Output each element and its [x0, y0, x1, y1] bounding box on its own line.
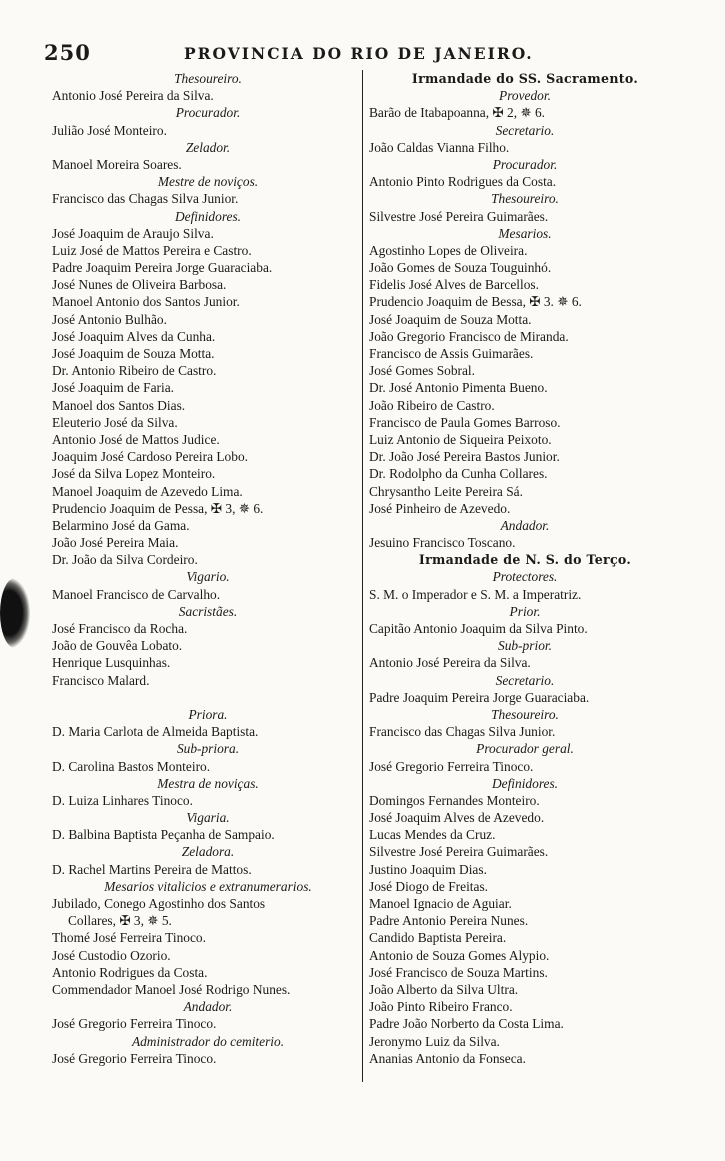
- member-name: Chrysantho Leite Pereira Sá.: [369, 483, 523, 499]
- brotherhood-heading: Irmandade do SS. Sacramento.: [411, 71, 639, 86]
- member-name: José Nunes de Oliveira Barbosa.: [52, 277, 227, 293]
- member-name: José Gregorio Ferreira Tinoco.: [369, 758, 534, 774]
- member-name: João Alberto da Silva Ultra.: [369, 981, 519, 997]
- member-name: Henrique Lusquinhas.: [52, 655, 171, 671]
- office-heading: Zeladora.: [181, 844, 235, 860]
- office-heading: Procurador.: [492, 156, 558, 172]
- member-name: João Ribeiro de Castro.: [369, 397, 495, 413]
- member-name: José Custodio Ozorio.: [52, 947, 171, 963]
- member-name: Jesuino Francisco Toscano.: [369, 535, 516, 551]
- office-heading: Protectores.: [492, 569, 558, 585]
- member-name: Padre Antonio Pereira Nunes.: [369, 913, 529, 929]
- member-name: José Gomes Sobral.: [369, 363, 476, 379]
- member-name: Capitão Antonio Joaquim da Silva Pinto.: [369, 621, 588, 636]
- member-name: João de Gouvêa Lobato.: [52, 638, 183, 654]
- member-name: José da Silva Lopez Monteiro.: [52, 466, 216, 482]
- member-name: Candido Baptista Pereira.: [369, 930, 507, 946]
- brotherhood-heading: Irmandade de N. S. do Terço.: [418, 552, 632, 568]
- member-name: Francisco das Chagas Silva Junior.: [52, 191, 239, 207]
- member-name: José Joaquim Alves de Azevedo.: [369, 810, 545, 826]
- member-name: Francisco de Paula Gomes Barroso.: [369, 414, 561, 430]
- member-name: Prudencio Joaquim de Pessa, ✠ 3, ✵ 6.: [52, 500, 264, 516]
- office-heading: Priora.: [188, 706, 228, 722]
- member-name: José Francisco de Souza Martins.: [369, 964, 548, 980]
- right-column: [369, 70, 681, 1067]
- member-name: José Joaquim de Araujo Silva.: [52, 225, 214, 241]
- member-name: Silvestre José Pereira Guimarães.: [369, 844, 549, 860]
- member-name: Manoel Ignacio de Aguiar.: [369, 896, 512, 911]
- office-heading: Prior.: [509, 603, 541, 619]
- member-name: Barão de Itabapoanna, ✠ 2, ✵ 6.: [369, 105, 546, 121]
- member-name: Antonio de Souza Gomes Alypio.: [369, 947, 550, 963]
- member-name: Eleuterio José da Silva.: [52, 414, 178, 430]
- member-name: Dr. Antonio Ribeiro de Castro.: [52, 363, 217, 379]
- office-heading: Definidores.: [174, 208, 242, 224]
- member-name: Manoel dos Santos Dias.: [52, 397, 186, 413]
- office-heading: Zelador.: [185, 139, 231, 155]
- member-name: Padre Joaquim Pereira Jorge Guaraciaba.: [52, 260, 273, 276]
- office-heading: Sacristães.: [178, 603, 238, 619]
- office-heading: Sub-prior.: [498, 638, 552, 654]
- member-name: João Gomes de Souza Touguinhó.: [369, 260, 552, 276]
- member-name: Padre João Norberto da Costa Lima.: [369, 1016, 564, 1032]
- member-name: Belarmino José da Gama.: [52, 517, 190, 533]
- member-name: Jubilado, Conego Agostinho dos Santos: [52, 896, 266, 911]
- page-header: [44, 40, 664, 66]
- office-heading: Procurador geral.: [476, 741, 574, 757]
- office-heading: Procurador.: [175, 105, 241, 121]
- member-name: José Joaquim Alves da Cunha.: [52, 328, 216, 344]
- member-name: Luiz José de Mattos Pereira e Castro.: [52, 242, 252, 258]
- member-name: Manoel Joaquim de Azevedo Lima.: [52, 483, 243, 499]
- member-name: José Gregorio Ferreira Tinoco.: [52, 1050, 217, 1066]
- member-name: Dr. José Antonio Pimenta Bueno.: [369, 380, 548, 396]
- office-heading: Mesarios.: [498, 225, 552, 241]
- office-heading: Thesoureiro.: [491, 706, 559, 722]
- member-name: Dr. Rodolpho da Cunha Collares.: [369, 466, 548, 482]
- member-name: D. Maria Carlota de Almeida Baptista.: [52, 724, 259, 740]
- member-name: Antonio Pinto Rodrigues da Costa.: [369, 174, 557, 190]
- member-name: José Francisco da Rocha.: [52, 621, 188, 636]
- member-name: Domingos Fernandes Monteiro.: [369, 792, 540, 808]
- member-name: Manoel Antonio dos Santos Junior.: [52, 294, 240, 310]
- member-name: José Joaquim de Souza Motta.: [52, 346, 215, 361]
- member-name: Justino Joaquim Dias.: [369, 861, 487, 877]
- office-heading: Definidores.: [491, 775, 559, 791]
- member-name: Fidelis José Alves de Barcellos.: [369, 277, 539, 293]
- office-heading: Andador.: [500, 517, 550, 533]
- member-name: Manoel Francisco de Carvalho.: [52, 586, 221, 602]
- spacer: [52, 689, 364, 706]
- office-heading: Vigaria.: [186, 810, 230, 826]
- office-heading: Administrador do cemiterio.: [131, 1033, 285, 1049]
- office-heading: Vigario.: [186, 569, 230, 585]
- member-name: José Gregorio Ferreira Tinoco.: [52, 1016, 217, 1032]
- member-name: Padre Joaquim Pereira Jorge Guaraciaba.: [369, 689, 590, 705]
- member-name: Francisco de Assis Guimarães.: [369, 346, 534, 361]
- member-name: Antonio José Pereira da Silva.: [369, 655, 531, 671]
- member-name: João José Pereira Maia.: [52, 535, 179, 551]
- member-name: Dr. João da Silva Cordeiro.: [52, 552, 198, 568]
- member-name: Jeronymo Luiz da Silva.: [369, 1033, 500, 1049]
- member-name: Julião José Monteiro.: [52, 122, 167, 138]
- member-name: S. M. o Imperador e S. M. a Imperatriz.: [369, 586, 582, 602]
- office-heading: Provedor.: [499, 88, 551, 104]
- member-name: João Pinto Ribeiro Franco.: [369, 999, 513, 1015]
- member-name: Thomé José Ferreira Tinoco.: [52, 930, 206, 946]
- member-name: Lucas Mendes da Cruz.: [369, 827, 496, 843]
- member-name: D. Luiza Linhares Tinoco.: [52, 792, 193, 808]
- left-column: [52, 70, 364, 1067]
- member-name: José Joaquim de Souza Motta.: [369, 311, 532, 327]
- member-name: Prudencio Joaquim de Bessa, ✠ 3. ✵ 6.: [369, 294, 582, 310]
- office-heading: Thesoureiro.: [491, 191, 559, 207]
- member-name: José Antonio Bulhão.: [52, 311, 167, 327]
- member-name: D. Carolina Bastos Monteiro.: [52, 758, 211, 774]
- member-name: Dr. João José Pereira Bastos Junior.: [369, 449, 560, 465]
- page-number: 250: [44, 40, 91, 65]
- member-name: Ananias Antonio da Fonseca.: [369, 1050, 526, 1066]
- member-name: Antonio José de Mattos Judice.: [52, 431, 220, 447]
- member-name: Commendador Manoel José Rodrigo Nunes.: [52, 981, 291, 997]
- office-heading: Thesoureiro.: [174, 71, 242, 86]
- member-name: Antonio Rodrigues da Costa.: [52, 964, 208, 980]
- member-name: Luiz Antonio de Siqueira Peixoto.: [369, 431, 552, 447]
- member-name: José Diogo de Freitas.: [369, 878, 489, 894]
- member-name: João Gregorio Francisco de Miranda.: [369, 328, 569, 344]
- member-name: D. Balbina Baptista Peçanha de Sampaio.: [52, 827, 275, 843]
- member-name: José Pinheiro de Azevedo.: [369, 500, 511, 516]
- member-name: José Joaquim de Faria.: [52, 380, 174, 396]
- member-name: Joaquim José Cardoso Pereira Lobo.: [52, 449, 248, 465]
- member-name: Antonio José Pereira da Silva.: [52, 88, 214, 104]
- member-name: D. Rachel Martins Pereira de Mattos.: [52, 861, 252, 877]
- member-name: Manoel Moreira Soares.: [52, 156, 182, 172]
- ink-blot: [0, 578, 30, 648]
- office-heading: Mestre de noviços.: [157, 174, 259, 190]
- member-name: Francisco Malard.: [52, 672, 150, 688]
- member-name: Francisco das Chagas Silva Junior.: [369, 724, 556, 740]
- office-heading: Secretario.: [495, 122, 555, 138]
- member-name: Agostinho Lopes de Oliveira.: [369, 242, 528, 258]
- office-heading: Secretario.: [495, 672, 555, 688]
- office-heading: Andador.: [183, 999, 233, 1015]
- member-name: Collares, ✠ 3, ✵ 5.: [68, 913, 172, 929]
- office-heading: Sub-priora.: [176, 741, 240, 757]
- office-heading: Mesarios vitalicios e extranumerarios.: [104, 878, 312, 894]
- running-head-title: PROVINCIA DO RIO DE JANEIRO.: [184, 44, 534, 63]
- member-name: Silvestre José Pereira Guimarães.: [369, 208, 549, 224]
- member-name: João Caldas Vianna Filho.: [369, 139, 510, 155]
- office-heading: Mestra de noviças.: [157, 775, 259, 791]
